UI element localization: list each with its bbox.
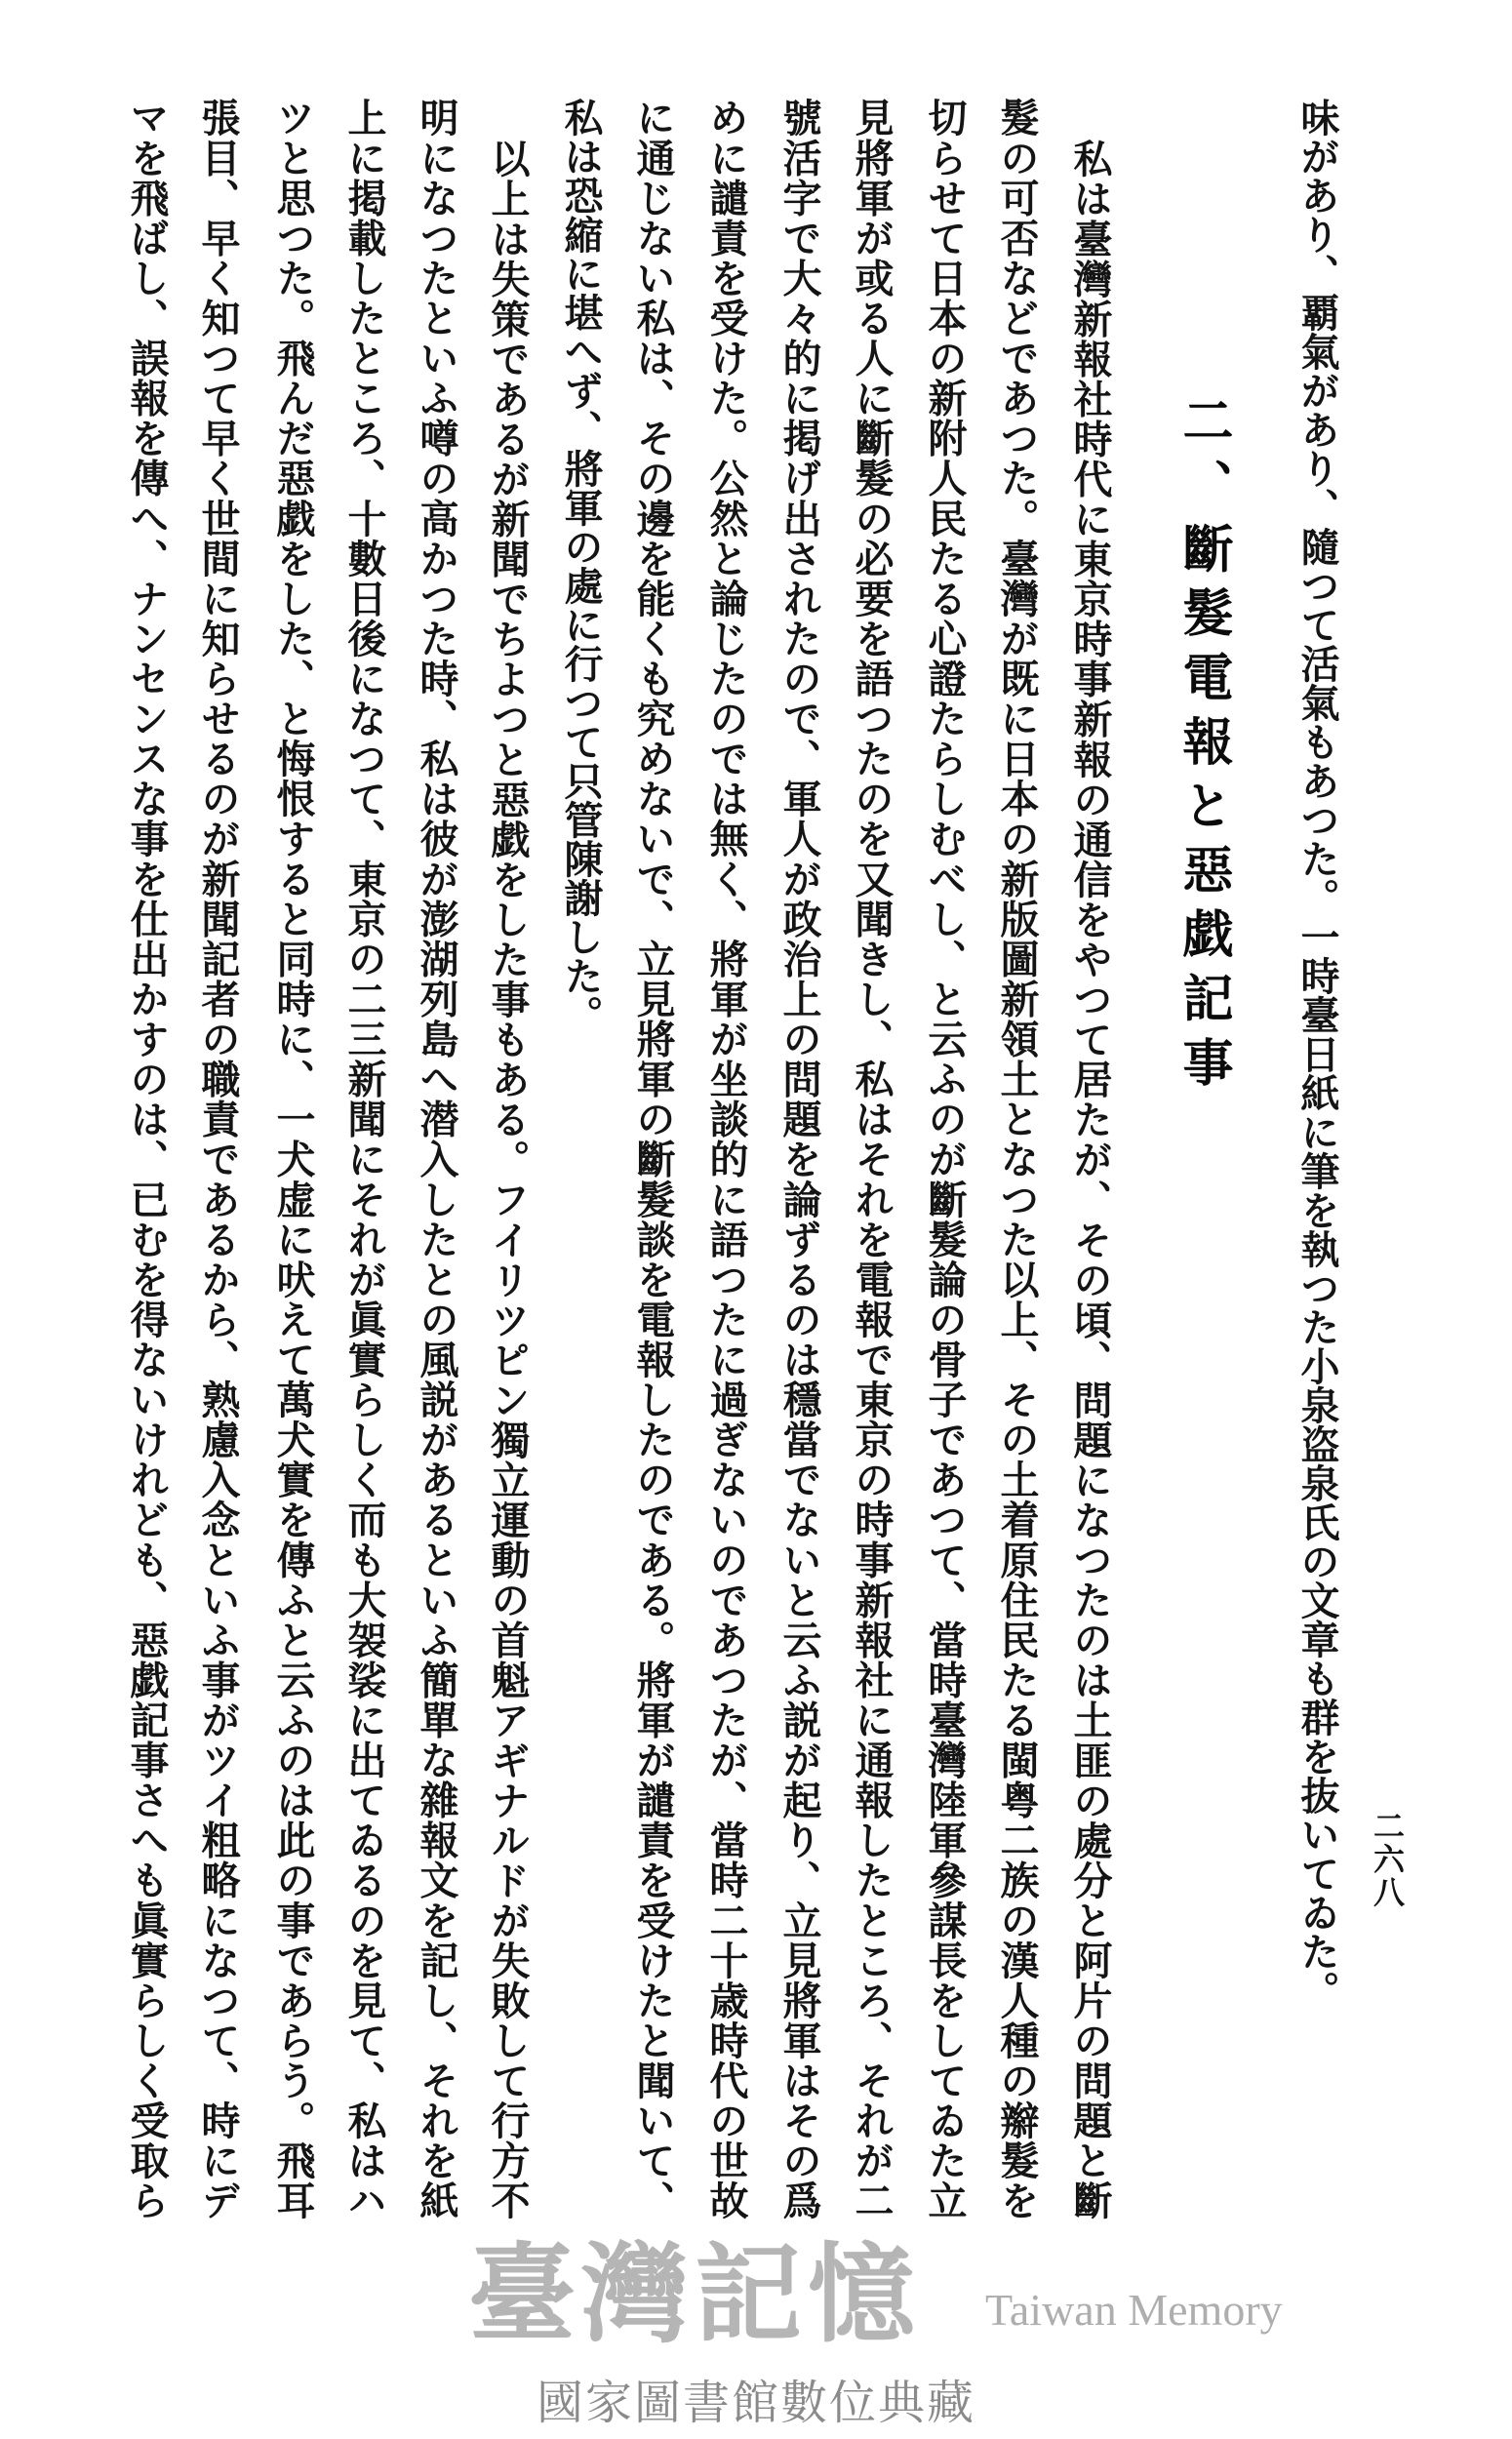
text-column: に通じない私は、その邊を能くも究めないで、立見將軍の斷髮談を電報したのである。將軍が譴責を受けたと聞いて、 bbox=[630, 98, 676, 2219]
watermark-subtitle: Taiwan Memory bbox=[985, 2285, 1283, 2335]
text-column: 上に掲載したところ、十數日後になつて、東京の二三新聞にそれが眞實らしく而も大袈裟に出てゐるのを見て、私はハ bbox=[341, 98, 387, 2219]
section-title: 二、斷髮電報と惡戯記事 bbox=[1174, 394, 1233, 1087]
text-column: 私は臺灣新報社時代に東京時事新報の通信をやつて居たが、その頃、問題になつたのは土匪の處分と阿片の問題と斷 bbox=[1067, 139, 1113, 2219]
page-number: 二六八 bbox=[1369, 1810, 1406, 1909]
archive-footer: 國家圖書館數位典藏 bbox=[536, 2376, 975, 2430]
text-column: 切らせて日本の新附人民たる心證たらしむべし、と云ふのが斷髮論の骨子であつて、當時臺灣陸軍參謀長をしてゐた立 bbox=[922, 98, 968, 2219]
watermark-logo: 臺灣記憶 bbox=[468, 2231, 921, 2357]
text-column: 明になつたといふ噂の高かつた時、私は彼が澎湖列島へ潜入したとの風説があるといふ簡單な雜報文を記し、それを紙 bbox=[414, 98, 459, 2219]
text-column: ツと思つた。飛んだ惡戯をした、と悔恨すると同時に、一犬虚に吠えて萬犬實を傳ふと云ふのは此の事であらう。飛耳 bbox=[270, 98, 316, 2219]
text-column: 號活字で大々的に掲げ出されたので、軍人が政治上の問題を論ずるのは穩當でないと云ふ説が起り、立見將軍はその爲 bbox=[776, 98, 822, 2219]
text-column: マを飛ばし、誤報を傳へ、ナンセンスな事を仕出かすのは、已むを得ないけれども、惡戯記事さへも眞實らしく受取ら bbox=[124, 98, 170, 2219]
text-column: 見將軍が或る人に斷髮の必要を語つたのを又聞きし、私はそれを電報で東京の時事新報社に通報したところ、それが二 bbox=[849, 98, 895, 2219]
text-column: 張目、早く知つて早く世間に知らせるのが新聞記者の職責であるから、熟慮入念といふ事がツイ粗略になつて、時にデ bbox=[195, 98, 241, 2219]
text-column: めに譴責を受けた。公然と論じたのでは無く、將軍が坐談的に語つたに過ぎないのであつたが、當時二十歳時代の世故 bbox=[703, 98, 749, 2219]
text-column: 私は恐縮に堪へず、將軍の處に行つて只管陳謝した。 bbox=[558, 98, 604, 1034]
text-column: 味があり、覇氣があり、隨つて活氣もあつた。一時臺日紙に筆を執つた小泉盗泉氏の文章も群を抜いてゐた。 bbox=[1294, 98, 1340, 2010]
text-column: 髮の可否などであつた。臺灣が既に日本の新版圖新領土となつた以上、その土着原住民たる閩粤二族の漢人種の辮髮を bbox=[994, 98, 1040, 2219]
text-column: 以上は失策であるが新聞でちよつと惡戯をした事もある。フイリツピン獨立運動の首魁アギナルドが失敗して行方不 bbox=[485, 139, 531, 2219]
